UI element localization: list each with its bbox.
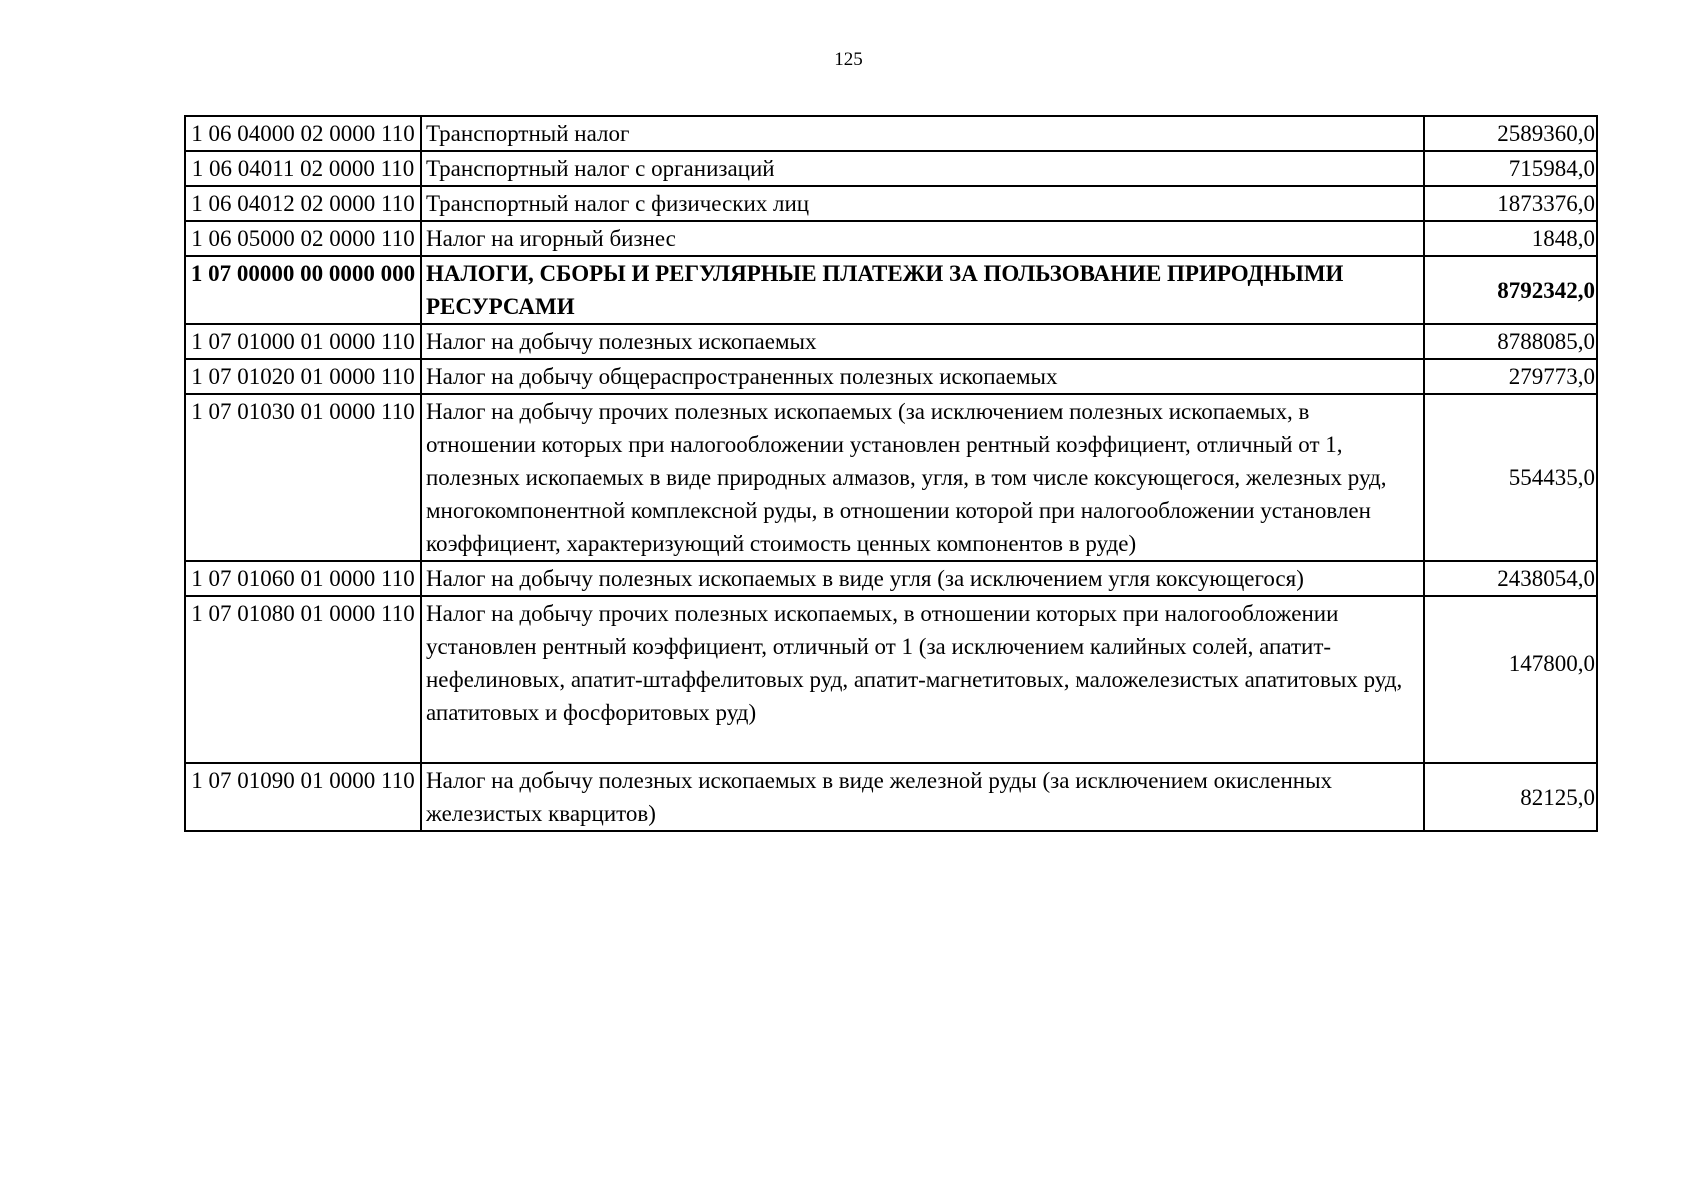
table-row <box>185 394 1597 561</box>
row-amount: 8788085,0 <box>1424 324 1597 359</box>
table-row-section-header <box>185 256 1597 324</box>
row-name: Транспортный налог <box>421 116 1424 151</box>
row-amount: 279773,0 <box>1424 359 1597 394</box>
row-name: НАЛОГИ, СБОРЫ И РЕГУЛЯРНЫЕ ПЛАТЕЖИ ЗА ПОЛЬЗОВАНИЕ ПРИРОДНЫМИ РЕСУРСАМИ <box>421 256 1424 324</box>
row-code: 1 06 04011 02 0000 110 <box>185 151 421 186</box>
row-code: 1 06 04012 02 0000 110 <box>185 186 421 221</box>
table-row <box>185 561 1597 596</box>
row-amount: 2438054,0 <box>1424 561 1597 596</box>
row-code: 1 06 05000 02 0000 110 <box>185 221 421 256</box>
row-name: Налог на добычу прочих полезных ископаемых, в отношении которых при налогообложении установлен рентный коэффициент, отличный от 1 (за исключением калийных солей, апатит-нефелиновых, апатит-штаффелитовых руд, апатит-магнетитовых, маложелезистых апатитовых руд, апатитовых и фосфоритовых руд) <box>421 596 1424 763</box>
row-amount: 1848,0 <box>1424 221 1597 256</box>
row-code: 1 07 01000 01 0000 110 <box>185 324 421 359</box>
row-name: Налог на добычу полезных ископаемых в виде железной руды (за исключением окисленных железистых кварцитов) <box>421 763 1424 831</box>
page-number: 125 <box>834 49 863 70</box>
row-code: 1 07 01020 01 0000 110 <box>185 359 421 394</box>
row-amount: 82125,0 <box>1424 763 1597 831</box>
table-row <box>185 186 1597 221</box>
row-code: 1 07 00000 00 0000 000 <box>185 256 421 324</box>
row-name: Налог на добычу прочих полезных ископаемых (за исключением полезных ископаемых, в отношении которых при налогообложении установлен рентный коэффициент, отличный от 1, полезных ископаемых в виде природных алмазов, угля, в том числе коксующегося, железных руд, многокомпонентной комплексной руды, в отношении которой при налогообложении установлен коэффициент, характеризующий стоимость ценных компонентов в руде) <box>421 394 1424 561</box>
row-code: 1 07 01060 01 0000 110 <box>185 561 421 596</box>
table-row <box>185 596 1597 763</box>
row-code: 1 07 01090 01 0000 110 <box>185 763 421 831</box>
row-code: 1 07 01080 01 0000 110 <box>185 596 421 763</box>
row-amount: 554435,0 <box>1424 394 1597 561</box>
row-code: 1 06 04000 02 0000 110 <box>185 116 421 151</box>
table-row <box>185 324 1597 359</box>
row-amount: 2589360,0 <box>1424 116 1597 151</box>
table-row <box>185 151 1597 186</box>
row-name: Транспортный налог с физических лиц <box>421 186 1424 221</box>
table-row <box>185 221 1597 256</box>
row-code: 1 07 01030 01 0000 110 <box>185 394 421 561</box>
row-name: Налог на добычу полезных ископаемых в виде угля (за исключением угля коксующегося) <box>421 561 1424 596</box>
row-name: Транспортный налог с организаций <box>421 151 1424 186</box>
table-row <box>185 116 1597 151</box>
row-amount: 1873376,0 <box>1424 186 1597 221</box>
row-name: Налог на игорный бизнес <box>421 221 1424 256</box>
table-row <box>185 763 1597 831</box>
row-name: Налог на добычу общераспространенных полезных ископаемых <box>421 359 1424 394</box>
table-row <box>185 359 1597 394</box>
row-amount: 147800,0 <box>1424 596 1597 763</box>
revenue-table <box>184 115 1598 832</box>
row-amount: 715984,0 <box>1424 151 1597 186</box>
row-name: Налог на добычу полезных ископаемых <box>421 324 1424 359</box>
row-amount: 8792342,0 <box>1424 256 1597 324</box>
